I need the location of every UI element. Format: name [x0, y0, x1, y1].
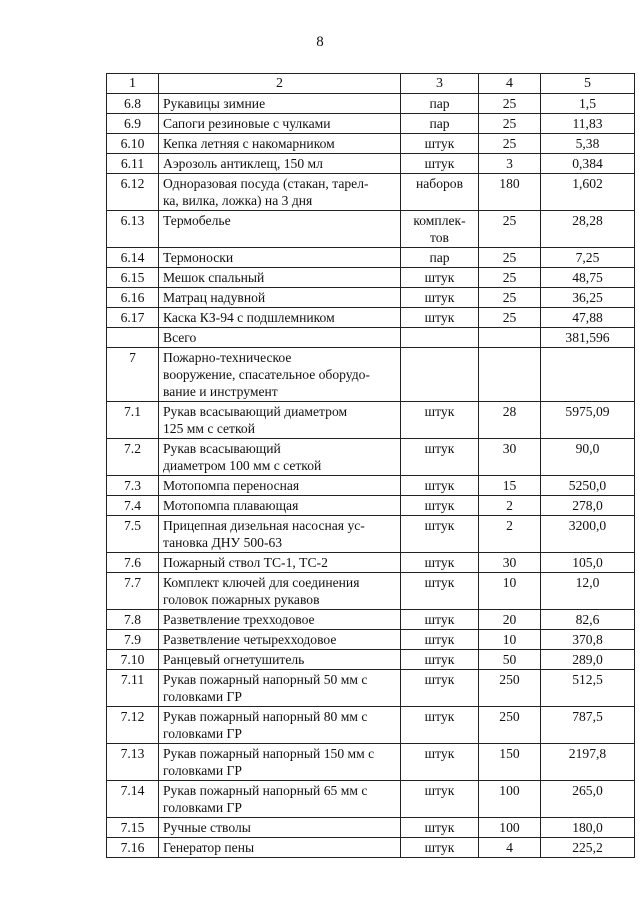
item-name-cell: Рукав пожарный напорный 50 мм с головками ГР: [159, 670, 401, 707]
table-row: [107, 174, 635, 211]
item-number-cell: 7.7: [107, 573, 159, 610]
item-name-cell: Рукав пожарный напорный 65 мм с головками ГР: [159, 781, 401, 818]
column-header: 1: [107, 74, 159, 94]
quantity-cell: 30: [479, 553, 541, 573]
unit-cell: штук: [401, 154, 479, 174]
quantity-cell: 25: [479, 134, 541, 154]
quantity-cell: 25: [479, 94, 541, 114]
item-number-cell: 6.10: [107, 134, 159, 154]
unit-cell: штук: [401, 744, 479, 781]
item-number-cell: 6.14: [107, 248, 159, 268]
item-number-cell: 6.17: [107, 308, 159, 328]
item-name-cell: Разветвление четырехходовое: [159, 630, 401, 650]
amount-cell: [541, 348, 635, 402]
unit-cell: штук: [401, 402, 479, 439]
table-row: [107, 496, 635, 516]
item-number-cell: 7.5: [107, 516, 159, 553]
item-name-cell: Пожарный ствол ТС-1, ТС-2: [159, 553, 401, 573]
item-name-cell: Термоноски: [159, 248, 401, 268]
table-row: [107, 630, 635, 650]
quantity-cell: 100: [479, 818, 541, 838]
item-name-cell: Матрац надувной: [159, 288, 401, 308]
unit-cell: комплек- тов: [401, 211, 479, 248]
quantity-cell: 15: [479, 476, 541, 496]
amount-cell: 180,0: [541, 818, 635, 838]
amount-cell: 278,0: [541, 496, 635, 516]
amount-cell: 0,384: [541, 154, 635, 174]
table-row: [107, 94, 635, 114]
unit-cell: пар: [401, 114, 479, 134]
item-number-cell: 7.13: [107, 744, 159, 781]
unit-cell: наборов: [401, 174, 479, 211]
item-name-cell: Рукав всасывающий диаметром 100 мм с сеткой: [159, 439, 401, 476]
page-number: 8: [316, 34, 324, 50]
amount-cell: 5975,09: [541, 402, 635, 439]
unit-cell: штук: [401, 707, 479, 744]
amount-cell: 381,596: [541, 328, 635, 348]
amount-cell: 82,6: [541, 610, 635, 630]
amount-cell: 12,0: [541, 573, 635, 610]
quantity-cell: [479, 328, 541, 348]
item-name-cell: Генератор пены: [159, 838, 401, 858]
quantity-cell: 25: [479, 288, 541, 308]
amount-cell: 225,2: [541, 838, 635, 858]
unit-cell: штук: [401, 496, 479, 516]
table-row: [107, 781, 635, 818]
quantity-cell: 25: [479, 211, 541, 248]
table-row: [107, 248, 635, 268]
unit-cell: штук: [401, 573, 479, 610]
unit-cell: штук: [401, 134, 479, 154]
unit-cell: штук: [401, 553, 479, 573]
amount-cell: 289,0: [541, 650, 635, 670]
amount-cell: 2197,8: [541, 744, 635, 781]
item-number-cell: 7.10: [107, 650, 159, 670]
unit-cell: штук: [401, 439, 479, 476]
item-number-cell: 7.9: [107, 630, 159, 650]
unit-cell: штук: [401, 476, 479, 496]
quantity-cell: 28: [479, 402, 541, 439]
table-row: [107, 818, 635, 838]
table-header-row: [107, 74, 635, 94]
item-number-cell: 6.9: [107, 114, 159, 134]
amount-cell: 28,28: [541, 211, 635, 248]
amount-cell: 1,5: [541, 94, 635, 114]
item-number-cell: 6.16: [107, 288, 159, 308]
quantity-cell: 50: [479, 650, 541, 670]
item-number-cell: [107, 328, 159, 348]
quantity-cell: 25: [479, 308, 541, 328]
item-name-cell: Ручные стволы: [159, 818, 401, 838]
quantity-cell: [479, 348, 541, 402]
unit-cell: штук: [401, 308, 479, 328]
quantity-cell: 10: [479, 630, 541, 650]
amount-cell: 11,83: [541, 114, 635, 134]
unit-cell: штук: [401, 268, 479, 288]
unit-cell: штук: [401, 610, 479, 630]
table-body: [107, 74, 635, 858]
unit-cell: пар: [401, 94, 479, 114]
quantity-cell: 3: [479, 154, 541, 174]
quantity-cell: 2: [479, 496, 541, 516]
item-name-cell: Всего: [159, 328, 401, 348]
table-row: [107, 268, 635, 288]
amount-cell: 265,0: [541, 781, 635, 818]
table-row: [107, 114, 635, 134]
quantity-cell: 25: [479, 268, 541, 288]
quantity-cell: 2: [479, 516, 541, 553]
item-number-cell: 7.6: [107, 553, 159, 573]
quantity-cell: 250: [479, 670, 541, 707]
table-row: [107, 553, 635, 573]
table-row: [107, 838, 635, 858]
item-name-cell: Рукав пожарный напорный 150 мм с головками ГР: [159, 744, 401, 781]
table-row: [107, 402, 635, 439]
inventory-table: [106, 73, 635, 858]
table-row: [107, 439, 635, 476]
amount-cell: 370,8: [541, 630, 635, 650]
amount-cell: 1,602: [541, 174, 635, 211]
item-name-cell: Одноразовая посуда (стакан, тарел- ка, вилка, ложка) на 3 дня: [159, 174, 401, 211]
unit-cell: [401, 328, 479, 348]
table-row: [107, 650, 635, 670]
column-header: 3: [401, 74, 479, 94]
item-name-cell: Рукав всасывающий диаметром 125 мм с сеткой: [159, 402, 401, 439]
item-number-cell: 7.4: [107, 496, 159, 516]
item-number-cell: 7.16: [107, 838, 159, 858]
item-number-cell: 7.3: [107, 476, 159, 496]
table-row: [107, 707, 635, 744]
table-row: [107, 211, 635, 248]
unit-cell: штук: [401, 818, 479, 838]
item-name-cell: Рукавицы зимние: [159, 94, 401, 114]
table-row: [107, 744, 635, 781]
item-name-cell: Мотопомпа переносная: [159, 476, 401, 496]
amount-cell: 787,5: [541, 707, 635, 744]
unit-cell: штук: [401, 838, 479, 858]
item-number-cell: 6.8: [107, 94, 159, 114]
item-name-cell: Комплект ключей для соединения головок пожарных рукавов: [159, 573, 401, 610]
item-name-cell: Аэрозоль антиклещ, 150 мл: [159, 154, 401, 174]
table-row: [107, 308, 635, 328]
table-row: [107, 288, 635, 308]
unit-cell: штук: [401, 650, 479, 670]
amount-cell: 36,25: [541, 288, 635, 308]
amount-cell: 47,88: [541, 308, 635, 328]
item-name-cell: Мотопомпа плавающая: [159, 496, 401, 516]
unit-cell: штук: [401, 288, 479, 308]
item-number-cell: 6.15: [107, 268, 159, 288]
item-number-cell: 7.2: [107, 439, 159, 476]
amount-cell: 512,5: [541, 670, 635, 707]
amount-cell: 105,0: [541, 553, 635, 573]
table-row: [107, 328, 635, 348]
quantity-cell: 10: [479, 573, 541, 610]
unit-cell: штук: [401, 781, 479, 818]
table-row: [107, 573, 635, 610]
table-row: [107, 516, 635, 553]
table-row: [107, 154, 635, 174]
quantity-cell: 150: [479, 744, 541, 781]
amount-cell: 5,38: [541, 134, 635, 154]
amount-cell: 48,75: [541, 268, 635, 288]
item-name-cell: Разветвление трехходовое: [159, 610, 401, 630]
column-header: 2: [159, 74, 401, 94]
amount-cell: 90,0: [541, 439, 635, 476]
table-row: [107, 348, 635, 402]
unit-cell: пар: [401, 248, 479, 268]
amount-cell: 3200,0: [541, 516, 635, 553]
table-row: [107, 670, 635, 707]
item-number-cell: 7.12: [107, 707, 159, 744]
item-number-cell: 7.15: [107, 818, 159, 838]
quantity-cell: 30: [479, 439, 541, 476]
item-name-cell: Пожарно-техническое вооружение, спасательное оборудо- вание и инструмент: [159, 348, 401, 402]
item-name-cell: Рукав пожарный напорный 80 мм с головками ГР: [159, 707, 401, 744]
quantity-cell: 100: [479, 781, 541, 818]
item-name-cell: Сапоги резиновые с чулками: [159, 114, 401, 134]
unit-cell: штук: [401, 630, 479, 650]
amount-cell: 5250,0: [541, 476, 635, 496]
item-name-cell: Прицепная дизельная насосная ус- тановка ДНУ 500-63: [159, 516, 401, 553]
quantity-cell: 250: [479, 707, 541, 744]
item-name-cell: Кепка летняя с накомарником: [159, 134, 401, 154]
item-number-cell: 7: [107, 348, 159, 402]
quantity-cell: 180: [479, 174, 541, 211]
quantity-cell: 4: [479, 838, 541, 858]
unit-cell: [401, 348, 479, 402]
item-number-cell: 7.14: [107, 781, 159, 818]
item-number-cell: 6.11: [107, 154, 159, 174]
item-number-cell: 7.11: [107, 670, 159, 707]
column-header: 4: [479, 74, 541, 94]
quantity-cell: 25: [479, 114, 541, 134]
item-number-cell: 7.1: [107, 402, 159, 439]
item-number-cell: 7.8: [107, 610, 159, 630]
item-name-cell: Термобелье: [159, 211, 401, 248]
quantity-cell: 25: [479, 248, 541, 268]
table-row: [107, 476, 635, 496]
unit-cell: штук: [401, 670, 479, 707]
column-header: 5: [541, 74, 635, 94]
item-number-cell: 6.12: [107, 174, 159, 211]
item-number-cell: 6.13: [107, 211, 159, 248]
item-name-cell: Мешок спальный: [159, 268, 401, 288]
table-row: [107, 134, 635, 154]
unit-cell: штук: [401, 516, 479, 553]
item-name-cell: Каска КЗ-94 с подшлемником: [159, 308, 401, 328]
item-name-cell: Ранцевый огнетушитель: [159, 650, 401, 670]
table-row: [107, 610, 635, 630]
quantity-cell: 20: [479, 610, 541, 630]
amount-cell: 7,25: [541, 248, 635, 268]
